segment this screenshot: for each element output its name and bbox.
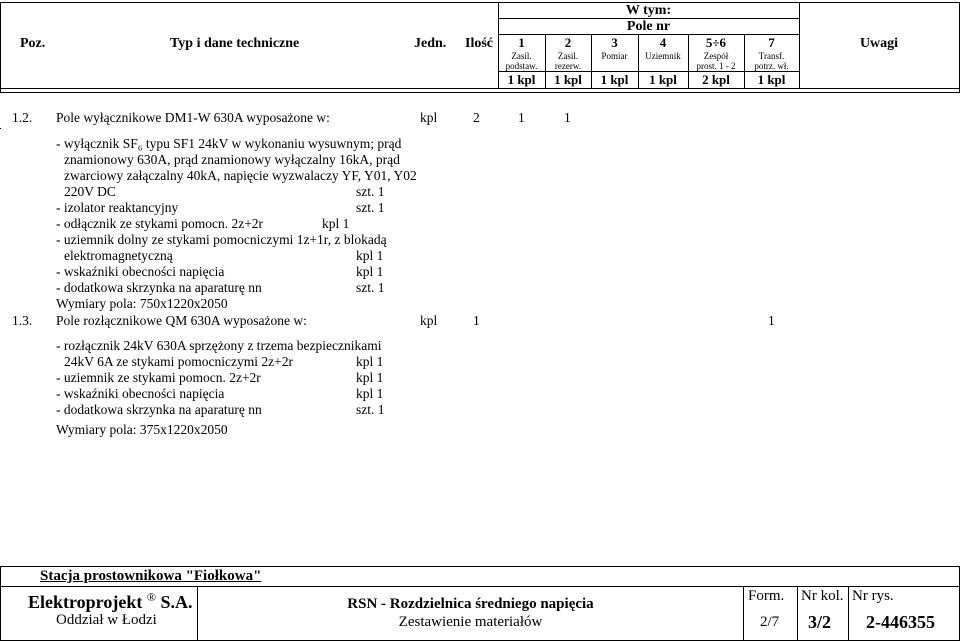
column-number: 5÷6 <box>705 35 727 50</box>
column-3-unit: 1 kpl <box>600 72 629 87</box>
item-line-unit: szt. 1 <box>356 402 385 417</box>
item-title: Pole wyłącznikowe DM1-W 630A wyposażone w: <box>56 110 330 125</box>
item-line-unit: kpl 1 <box>356 354 384 369</box>
item-line-unit: szt. 1 <box>356 280 385 295</box>
item-jedn: kpl <box>420 313 438 328</box>
item-line: - uziemnik ze stykami pomocn. 2z+2r <box>56 370 261 385</box>
column-label: Pomiar <box>601 51 628 61</box>
item-line: - dodatkowa skrzynka na aparaturę nn <box>56 280 262 295</box>
form-label: Form. <box>748 588 785 604</box>
column-label: Uziemnik <box>645 51 681 61</box>
item-col7-qty: 1 <box>768 313 775 328</box>
company-name-text: Elektroprojekt <box>28 592 143 612</box>
item-line: - dodatkowa skrzynka na aparaturę nn <box>56 402 262 417</box>
column-3-header <box>591 35 638 61</box>
column-5-unit: 2 kpl <box>702 72 730 87</box>
column-label: potrz. wł. <box>754 61 789 71</box>
header-ilosc: Ilość <box>465 36 493 51</box>
item-line-text: - wyłącznik SF₆ typu SF1 24kV w wykonaniu wysuwnym; prąd <box>56 136 402 151</box>
item-line: elektromagnetyczną <box>64 248 173 263</box>
registered-mark: ® <box>146 590 156 604</box>
column-4-unit: 1 kpl <box>649 72 677 87</box>
item-line: 220V DC <box>64 184 116 199</box>
project-name: Stacja prostownikowa "Fiołkowa" <box>40 568 262 584</box>
item-line <box>56 136 401 152</box>
column-4-header <box>638 35 688 61</box>
company-suffix: S.A. <box>160 592 193 612</box>
item-line: - wskaźniki obecności napięcia <box>56 386 225 401</box>
column-2-unit: 1 kpl <box>554 72 582 87</box>
header-typ: Typ i dane techniczne <box>170 36 300 51</box>
column-label: prost. 1 - 2 <box>696 61 736 71</box>
header-uwagi: Uwagi <box>859 36 899 51</box>
document-title: RSN - Rozdzielnica średniego napięcia <box>347 596 594 612</box>
column-label: rezerw. <box>554 61 582 71</box>
column-label: Zasil. <box>557 51 579 61</box>
item-line: - izolator reaktancyjny <box>56 200 179 215</box>
item-ilosc: 1 <box>473 313 480 328</box>
item-dimensions: Wymiary pola: 375x1220x2050 <box>56 422 228 437</box>
header-w-tym: W tym: <box>625 3 672 18</box>
column-number: 3 <box>611 35 618 50</box>
item-line: 24kV 6A ze stykami pomocniczymi 2z+2r <box>64 354 293 369</box>
column-1-header <box>498 35 545 71</box>
column-7-unit: 1 kpl <box>757 72 786 87</box>
header-poz: Poz. <box>20 36 46 51</box>
item-jedn: kpl <box>420 110 438 125</box>
item-line-unit: szt. 1 <box>356 184 385 199</box>
item-line-unit: kpl 1 <box>322 216 350 231</box>
column-label: Transf. <box>758 51 785 61</box>
column-5-header <box>688 35 744 71</box>
column-number: 1 <box>518 35 525 50</box>
column-label: Zasil. <box>511 51 532 61</box>
column-number: 2 <box>564 35 572 50</box>
column-number: 7 <box>768 35 775 50</box>
nr-kol-label: Nr kol. <box>801 588 844 604</box>
item-line-unit: szt. 1 <box>356 200 385 215</box>
item-line: - uziemnik dolny ze stykami pomocniczymi 1z+1r, z blokadą <box>56 232 387 247</box>
nr-kol-value: 3/2 <box>808 612 832 632</box>
item-line: - odłącznik ze stykami pomocn. 2z+2r <box>56 216 264 231</box>
item-poz: 1.3. <box>12 313 33 328</box>
item-ilosc: 2 <box>473 110 480 125</box>
item-line-unit: kpl 1 <box>356 264 384 279</box>
company-name <box>28 590 192 613</box>
item-title: Pole rozłącznikowe QM 630A wyposażone w: <box>56 313 307 328</box>
item-line-unit: kpl 1 <box>356 248 384 263</box>
item-dimensions: Wymiary pola: 750x1220x2050 <box>56 296 228 311</box>
item-line: znamionowy 630A, prąd znamionowy wyłączalny 16kA, prąd <box>64 152 400 167</box>
item-line-unit: kpl 1 <box>356 370 384 385</box>
nr-rys-label: Nr rys. <box>852 588 894 604</box>
item-col1-qty: 1 <box>518 110 525 125</box>
form-value: 2/7 <box>760 614 780 630</box>
item-line-unit: kpl 1 <box>356 386 384 401</box>
column-1-unit: 1 kpl <box>507 72 536 87</box>
column-label: Zespół <box>703 51 729 61</box>
column-number: 4 <box>659 35 667 50</box>
nr-rys-value: 2-446355 <box>866 612 935 632</box>
document-subtitle: Zestawienie materiałów <box>398 614 543 630</box>
item-col2-qty: 1 <box>564 110 571 125</box>
header-jedn: Jedn. <box>414 36 447 51</box>
item-line: - wskaźniki obecności napięcia <box>56 264 225 279</box>
header-pole-nr: Pole nr <box>626 19 671 34</box>
item-poz: 1.2. <box>12 110 33 125</box>
item-line: - rozłącznik 24kV 630A sprzężony z trzema bezpiecznikami <box>56 338 382 353</box>
item-line: zwarciowy załączalny 40kA, napięcie wyzwalaczy YF, Y01, Y02 <box>64 168 417 183</box>
column-7-header <box>744 35 799 71</box>
company-branch: Oddział w Łodzi <box>56 612 157 628</box>
column-label: podstaw. <box>505 61 538 71</box>
column-2-header <box>545 35 591 71</box>
